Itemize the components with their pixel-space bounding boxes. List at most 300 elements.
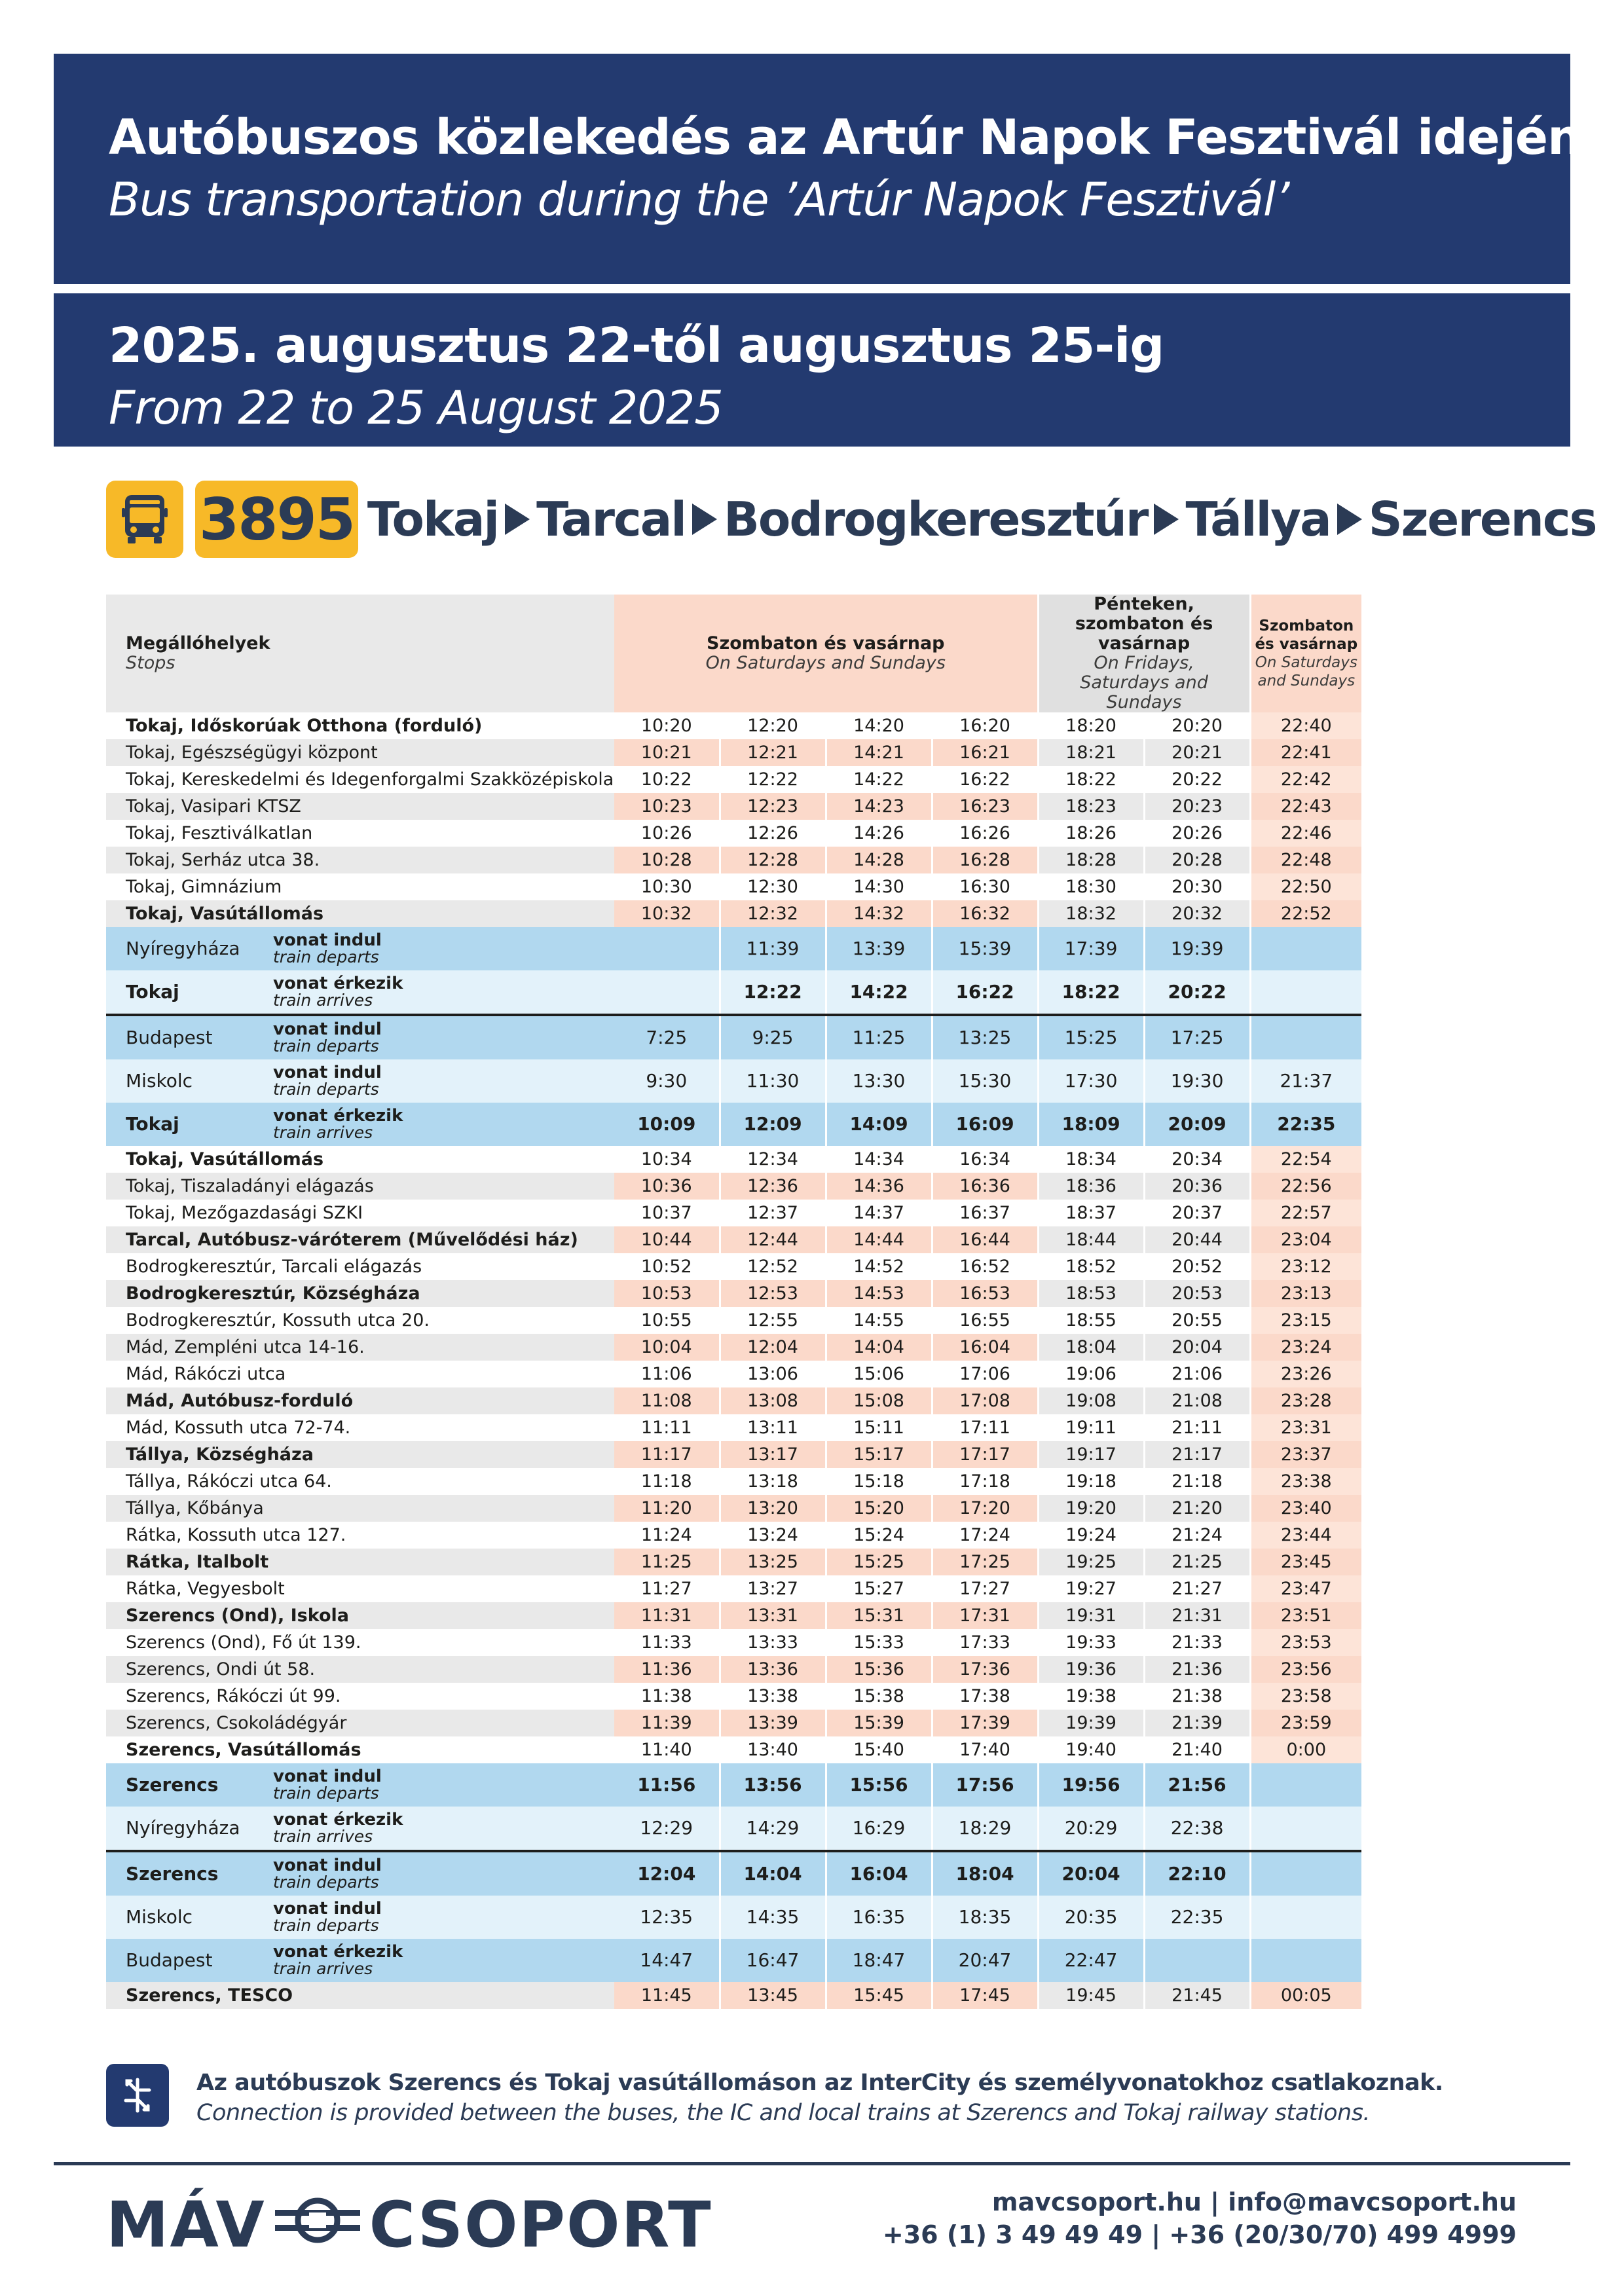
date-hungarian: 2025. augusztus 22-től augusztus 25-ig bbox=[109, 318, 1164, 374]
train-city: Miskolc bbox=[106, 1059, 273, 1103]
train-time: 15:39 bbox=[932, 927, 1038, 970]
departure-time: 13:36 bbox=[720, 1656, 826, 1683]
departure-time: 11:33 bbox=[640, 1632, 692, 1653]
departure-time: 12:04 bbox=[720, 1334, 826, 1361]
departure-time: 20:23 bbox=[1144, 793, 1250, 820]
departure-time: 21:39 bbox=[1144, 1710, 1250, 1736]
departure-time: 16:04 bbox=[932, 1334, 1038, 1361]
departure-time: 10:37 bbox=[640, 1202, 692, 1223]
departure-time: 20:52 bbox=[1144, 1253, 1250, 1280]
stop-name: Tokaj, Tiszaladányi elágazás bbox=[106, 1173, 614, 1200]
stop-row bbox=[106, 873, 1361, 900]
departure-time: 15:08 bbox=[826, 1387, 932, 1414]
train-time: 15:25 bbox=[1038, 1015, 1144, 1059]
train-label: vonat indul train departs bbox=[273, 1015, 614, 1059]
departure-time: 15:40 bbox=[826, 1736, 932, 1763]
stop-name: Mád, Zempléni utca 14-16. bbox=[106, 1334, 614, 1361]
train-time: 21:37 bbox=[1250, 1059, 1361, 1103]
departure-time: 20:21 bbox=[1144, 739, 1250, 766]
train-city: Budapest bbox=[106, 1015, 273, 1059]
arrow-right-icon bbox=[1154, 504, 1179, 535]
train-time bbox=[1250, 1939, 1361, 1982]
stop-row bbox=[106, 1307, 1361, 1334]
footer-divider bbox=[54, 2162, 1570, 2165]
stop-row bbox=[106, 1522, 1361, 1549]
departure-time: 21:31 bbox=[1144, 1602, 1250, 1629]
stop-row bbox=[106, 793, 1361, 820]
stop-name: Szerencs, Ondi út 58. bbox=[106, 1656, 614, 1683]
train-time bbox=[1250, 927, 1361, 970]
departure-time: 13:20 bbox=[720, 1495, 826, 1522]
departure-time: 23:13 bbox=[1250, 1280, 1361, 1307]
departure-time: 14:23 bbox=[826, 793, 932, 820]
departure-time: 17:08 bbox=[932, 1387, 1038, 1414]
train-time: 14:09 bbox=[826, 1103, 932, 1146]
departure-time: 10:53 bbox=[614, 1280, 720, 1307]
train-time: 22:38 bbox=[1144, 1807, 1250, 1851]
train-time: 16:35 bbox=[826, 1896, 932, 1939]
departure-time: 11:36 bbox=[614, 1656, 720, 1683]
note-hungarian: Az autóbuszok Szerencs és Tokaj vasútállomáson az InterCity és személyvonatokhoz csatlakoznak. bbox=[196, 2070, 1443, 2096]
stop-name: Rátka, Vegyesbolt bbox=[126, 1578, 285, 1599]
departure-time: 19:17 bbox=[1038, 1441, 1144, 1468]
stop-name: Tokaj, Serház utca 38. bbox=[106, 847, 614, 873]
departure-time: 18:30 bbox=[1038, 873, 1144, 900]
train-connection-row bbox=[106, 1896, 1361, 1939]
departure-time: 00:05 bbox=[1250, 1982, 1361, 2009]
departure-time: 16:44 bbox=[932, 1226, 1038, 1253]
departure-time: 20:20 bbox=[1144, 712, 1250, 739]
train-time bbox=[1250, 1015, 1361, 1059]
route-stop-bodrogkeresztur: Bodrogkeresztúr bbox=[723, 492, 1148, 547]
route-stops bbox=[367, 492, 1596, 547]
train-label: vonat indul train departs bbox=[273, 1763, 614, 1807]
departure-time: 19:33 bbox=[1038, 1629, 1144, 1656]
train-label: vonat indul train departs bbox=[273, 1896, 614, 1939]
departure-time: 17:20 bbox=[932, 1495, 1038, 1522]
departure-time: 13:45 bbox=[720, 1982, 826, 2009]
train-time: 11:56 bbox=[614, 1763, 720, 1807]
departure-time: 17:38 bbox=[932, 1683, 1038, 1710]
stop-name: Tokaj, Egészségügyi központ bbox=[106, 739, 614, 766]
logo-text-csoport: CSOPORT bbox=[369, 2188, 712, 2262]
departure-time: 22:52 bbox=[1250, 900, 1361, 927]
train-time: 7:25 bbox=[614, 1015, 720, 1059]
departure-time: 23:04 bbox=[1250, 1226, 1361, 1253]
departure-time: 16:53 bbox=[932, 1280, 1038, 1307]
departure-time: 15:06 bbox=[826, 1361, 932, 1387]
train-time: 13:56 bbox=[720, 1763, 826, 1807]
departure-time: 10:04 bbox=[614, 1334, 720, 1361]
train-time: 17:56 bbox=[932, 1763, 1038, 1807]
departure-time: 17:06 bbox=[932, 1361, 1038, 1387]
departure-time: 12:23 bbox=[720, 793, 826, 820]
stop-row bbox=[106, 1414, 1361, 1441]
train-time: 22:47 bbox=[1038, 1939, 1144, 1982]
departure-time: 18:22 bbox=[1038, 766, 1144, 793]
departure-time: 16:55 bbox=[932, 1307, 1038, 1334]
train-time: 17:39 bbox=[1038, 927, 1144, 970]
train-time: 14:35 bbox=[720, 1896, 826, 1939]
departure-time: 16:37 bbox=[932, 1200, 1038, 1226]
departure-time: 23:53 bbox=[1250, 1629, 1361, 1656]
departure-time: 21:25 bbox=[1144, 1549, 1250, 1575]
departure-time: 12:32 bbox=[720, 900, 826, 927]
departure-time: 20:28 bbox=[1144, 847, 1250, 873]
stop-row bbox=[106, 712, 1361, 739]
departure-time: 23:40 bbox=[1250, 1495, 1361, 1522]
departure-time: 10:36 bbox=[614, 1173, 720, 1200]
stop-name: Szerencs, TESCO bbox=[106, 1982, 614, 2009]
train-time: 13:25 bbox=[932, 1015, 1038, 1059]
date-banner bbox=[54, 293, 1570, 447]
train-time bbox=[1250, 970, 1361, 1015]
departure-time: 16:22 bbox=[932, 766, 1038, 793]
stop-row bbox=[106, 1146, 1361, 1173]
train-time: 16:09 bbox=[932, 1103, 1038, 1146]
stop-name: Tállya, Rákóczi utca 64. bbox=[126, 1471, 332, 1492]
train-time: 18:22 bbox=[1038, 970, 1144, 1015]
stop-name: Tarcal, Autóbusz-váróterem (Művelődési ház) bbox=[106, 1226, 614, 1253]
stop-row bbox=[106, 820, 1361, 847]
departure-time: 16:36 bbox=[932, 1173, 1038, 1200]
departure-time: 15:45 bbox=[826, 1982, 932, 2009]
departure-time: 15:36 bbox=[826, 1656, 932, 1683]
departure-time: 17:18 bbox=[932, 1468, 1038, 1495]
departure-time: 12:53 bbox=[720, 1280, 826, 1307]
departure-time: 19:11 bbox=[1038, 1414, 1144, 1441]
departure-time: 21:24 bbox=[1144, 1522, 1250, 1549]
departure-time: 19:36 bbox=[1038, 1656, 1144, 1683]
train-time: 19:30 bbox=[1144, 1059, 1250, 1103]
stop-name: Szerencs, Csokoládégyár bbox=[106, 1710, 614, 1736]
departure-time: 23:24 bbox=[1250, 1334, 1361, 1361]
title-hungarian: Autóbuszos közlekedés az Artúr Napok Fesztivál idején bbox=[109, 109, 1581, 166]
train-time: 18:29 bbox=[932, 1807, 1038, 1851]
date-english: From 22 to 25 August 2025 bbox=[109, 381, 723, 435]
departure-time: 14:44 bbox=[826, 1226, 932, 1253]
departure-time: 12:28 bbox=[720, 847, 826, 873]
stop-name: Rátka, Italbolt bbox=[106, 1549, 614, 1575]
departure-time: 23:37 bbox=[1250, 1441, 1361, 1468]
departure-time: 11:27 bbox=[640, 1578, 692, 1599]
departure-time: 19:24 bbox=[1038, 1522, 1144, 1549]
departure-time: 10:55 bbox=[640, 1310, 692, 1331]
contact-phone: +36 (1) 3 49 49 49 | +36 (20/30/70) 499 4999 bbox=[882, 2220, 1517, 2249]
departure-time: 14:34 bbox=[826, 1146, 932, 1173]
departure-time: 16:34 bbox=[932, 1146, 1038, 1173]
train-label: vonat érkezik train arrives bbox=[273, 1939, 614, 1982]
train-time: 20:09 bbox=[1144, 1103, 1250, 1146]
departure-time: 11:31 bbox=[614, 1602, 720, 1629]
departure-time: 15:27 bbox=[826, 1575, 932, 1602]
stop-name: Szerencs, Rákóczi út 99. bbox=[126, 1685, 341, 1706]
train-time: 14:29 bbox=[720, 1807, 826, 1851]
departure-time: 18:26 bbox=[1038, 820, 1144, 847]
departure-time: 22:50 bbox=[1250, 873, 1361, 900]
departure-time: 17:39 bbox=[932, 1710, 1038, 1736]
route-stop-tokaj: Tokaj bbox=[367, 492, 499, 547]
departure-time: 23:28 bbox=[1250, 1387, 1361, 1414]
stop-row bbox=[106, 1226, 1361, 1253]
departure-time: 22:46 bbox=[1250, 820, 1361, 847]
departure-time: 10:22 bbox=[640, 769, 692, 790]
departure-time: 21:38 bbox=[1144, 1683, 1250, 1710]
departure-time: 11:45 bbox=[614, 1982, 720, 2009]
departure-time: 13:40 bbox=[720, 1736, 826, 1763]
train-label: vonat indul train departs bbox=[273, 927, 614, 970]
stop-name: Szerencs, Vasútállomás bbox=[126, 1739, 361, 1760]
train-label: vonat indul train departs bbox=[273, 1059, 614, 1103]
departure-time: 15:17 bbox=[826, 1441, 932, 1468]
departure-time: 14:37 bbox=[826, 1200, 932, 1226]
departure-time: 18:21 bbox=[1038, 739, 1144, 766]
note-english: Connection is provided between the buses, the IC and local trains at Szerencs and Tokaj railway stations. bbox=[196, 2100, 1371, 2126]
stop-row bbox=[106, 1200, 1361, 1226]
departure-time: 20:37 bbox=[1144, 1200, 1250, 1226]
train-time: 17:30 bbox=[1038, 1059, 1144, 1103]
departure-time: 16:23 bbox=[932, 793, 1038, 820]
train-connection-row bbox=[106, 1807, 1361, 1851]
departure-time: 13:08 bbox=[720, 1387, 826, 1414]
departure-time: 20:32 bbox=[1144, 900, 1250, 927]
departure-time: 21:36 bbox=[1144, 1656, 1250, 1683]
departure-time: 20:36 bbox=[1144, 1173, 1250, 1200]
departure-time: 15:24 bbox=[826, 1522, 932, 1549]
departure-time: 17:40 bbox=[932, 1736, 1038, 1763]
departure-time: 13:38 bbox=[720, 1683, 826, 1710]
departure-time: 10:26 bbox=[640, 822, 692, 843]
departure-time: 12:55 bbox=[720, 1307, 826, 1334]
departure-time: 19:38 bbox=[1038, 1683, 1144, 1710]
train-time: 13:39 bbox=[826, 927, 932, 970]
train-time: 12:22 bbox=[720, 970, 826, 1015]
departure-time: 13:25 bbox=[720, 1549, 826, 1575]
departure-time: 11:40 bbox=[640, 1739, 692, 1760]
stop-name: Tokaj, Mezőgazdasági SZKI bbox=[126, 1202, 363, 1223]
contact-info bbox=[883, 2186, 1517, 2251]
title-banner bbox=[54, 54, 1581, 284]
departure-time: 22:57 bbox=[1250, 1200, 1361, 1226]
train-connection-row bbox=[106, 1939, 1361, 1982]
departure-time: 18:55 bbox=[1038, 1307, 1144, 1334]
train-time: 18:09 bbox=[1038, 1103, 1144, 1146]
train-time: 20:04 bbox=[1038, 1851, 1144, 1896]
train-city: Tokaj bbox=[106, 970, 273, 1015]
departure-time: 19:08 bbox=[1038, 1387, 1144, 1414]
train-time: 12:29 bbox=[614, 1807, 720, 1851]
departure-time: 23:12 bbox=[1250, 1253, 1361, 1280]
route-header bbox=[106, 481, 1596, 558]
departure-time: 14:36 bbox=[826, 1173, 932, 1200]
departure-time: 10:34 bbox=[640, 1148, 692, 1169]
departure-time: 12:30 bbox=[720, 873, 826, 900]
stop-name: Mád, Rákóczi utca bbox=[126, 1363, 286, 1384]
departure-time: 17:27 bbox=[932, 1575, 1038, 1602]
departure-time: 17:24 bbox=[932, 1522, 1038, 1549]
header-saturday-sunday: Szombaton és vasárnap On Saturdays and Sundays bbox=[614, 595, 1038, 712]
departure-time: 10:44 bbox=[614, 1226, 720, 1253]
train-time: 13:30 bbox=[826, 1059, 932, 1103]
mav-logo-icon bbox=[275, 2188, 360, 2262]
departure-time: 16:21 bbox=[932, 739, 1038, 766]
departure-time: 21:11 bbox=[1144, 1414, 1250, 1441]
departure-time: 10:52 bbox=[640, 1256, 692, 1277]
train-connection-row bbox=[106, 1015, 1361, 1059]
departure-time: 14:20 bbox=[826, 712, 932, 739]
departure-time: 21:08 bbox=[1144, 1387, 1250, 1414]
departure-time: 22:43 bbox=[1250, 793, 1361, 820]
departure-time: 23:44 bbox=[1250, 1522, 1361, 1549]
departure-time: 19:06 bbox=[1038, 1361, 1144, 1387]
stop-row bbox=[106, 1629, 1361, 1656]
train-time: 18:04 bbox=[932, 1851, 1038, 1896]
departure-time: 23:15 bbox=[1250, 1307, 1361, 1334]
departure-time: 13:11 bbox=[720, 1414, 826, 1441]
stop-name: Szerencs (Ond), Fő út 139. bbox=[126, 1632, 361, 1653]
train-time: 15:56 bbox=[826, 1763, 932, 1807]
stop-row bbox=[106, 1253, 1361, 1280]
train-time: 22:35 bbox=[1250, 1103, 1361, 1146]
departure-time: 17:33 bbox=[932, 1629, 1038, 1656]
departure-time: 11:11 bbox=[640, 1417, 692, 1438]
train-time: 9:25 bbox=[720, 1015, 826, 1059]
departure-time: 18:20 bbox=[1038, 712, 1144, 739]
departure-time: 22:40 bbox=[1250, 712, 1361, 739]
departure-time: 11:24 bbox=[640, 1524, 692, 1545]
train-connection-row bbox=[106, 1059, 1361, 1103]
train-label: vonat indul train departs bbox=[273, 1851, 614, 1896]
stop-name: Tokaj, Kereskedelmi és Idegenforgalmi Szakközépiskola bbox=[126, 769, 614, 790]
logo-text-mav: MÁV bbox=[106, 2188, 266, 2262]
departure-time: 23:26 bbox=[1250, 1361, 1361, 1387]
stop-name: Bodrogkeresztúr, Kossuth utca 20. bbox=[126, 1310, 430, 1331]
stop-row bbox=[106, 1710, 1361, 1736]
train-time bbox=[614, 927, 720, 970]
departure-time: 21:17 bbox=[1144, 1441, 1250, 1468]
departure-time: 15:33 bbox=[826, 1629, 932, 1656]
departure-time: 22:42 bbox=[1250, 766, 1361, 793]
stop-name: Tokaj, Fesztiválkatlan bbox=[126, 822, 313, 843]
train-time: 12:35 bbox=[614, 1896, 720, 1939]
departure-time: 23:45 bbox=[1250, 1549, 1361, 1575]
train-time: 14:47 bbox=[614, 1939, 720, 1982]
train-time: 16:47 bbox=[720, 1939, 826, 1982]
train-time: 10:09 bbox=[614, 1103, 720, 1146]
train-city: Nyíregyháza bbox=[106, 1807, 273, 1851]
stop-row bbox=[106, 1334, 1361, 1361]
connection-note bbox=[106, 2064, 1443, 2128]
departure-time: 11:38 bbox=[640, 1685, 692, 1706]
stop-row bbox=[106, 1656, 1361, 1683]
stop-row bbox=[106, 1549, 1361, 1575]
title-english: Bus transportation during the ’Artúr Napok Fesztivál’ bbox=[109, 173, 1289, 227]
departure-time: 23:38 bbox=[1250, 1468, 1361, 1495]
departure-time: 14:22 bbox=[826, 766, 932, 793]
departure-time: 18:36 bbox=[1038, 1173, 1144, 1200]
departure-time: 19:20 bbox=[1038, 1495, 1144, 1522]
contact-web-email: mavcsoport.hu | info@mavcsoport.hu bbox=[991, 2188, 1517, 2216]
departure-time: 14:32 bbox=[826, 900, 932, 927]
train-time: 16:04 bbox=[826, 1851, 932, 1896]
departure-time: 18:34 bbox=[1038, 1146, 1144, 1173]
departure-time: 22:41 bbox=[1250, 739, 1361, 766]
stop-name: Bodrogkeresztúr, Községháza bbox=[106, 1280, 614, 1307]
train-time: 21:56 bbox=[1144, 1763, 1250, 1807]
departure-time: 17:36 bbox=[932, 1656, 1038, 1683]
departure-time: 14:53 bbox=[826, 1280, 932, 1307]
stop-name: Rátka, Kossuth utca 127. bbox=[126, 1524, 346, 1545]
train-connection-row bbox=[106, 1763, 1361, 1807]
departure-time: 13:39 bbox=[720, 1710, 826, 1736]
stop-name: Tállya, Kőbánya bbox=[106, 1495, 614, 1522]
departure-time: 21:06 bbox=[1144, 1361, 1250, 1387]
departure-time: 13:27 bbox=[720, 1575, 826, 1602]
departure-time: 18:23 bbox=[1038, 793, 1144, 820]
train-time: 17:25 bbox=[1144, 1015, 1250, 1059]
timetable bbox=[106, 595, 1361, 2009]
train-time bbox=[1250, 1851, 1361, 1896]
departure-time: 10:28 bbox=[614, 847, 720, 873]
departure-time: 17:25 bbox=[932, 1549, 1038, 1575]
departure-time: 13:18 bbox=[720, 1468, 826, 1495]
departure-time: 18:37 bbox=[1038, 1200, 1144, 1226]
train-time: 18:35 bbox=[932, 1896, 1038, 1939]
departure-time: 14:28 bbox=[826, 847, 932, 873]
stop-row bbox=[106, 1468, 1361, 1495]
departure-time: 12:22 bbox=[720, 766, 826, 793]
departure-time: 12:26 bbox=[720, 820, 826, 847]
header-saturday-sunday-late: Szombaton és vasárnap On Saturdays and Sundays bbox=[1250, 595, 1361, 712]
departure-time: 16:32 bbox=[932, 900, 1038, 927]
departure-time: 13:06 bbox=[720, 1361, 826, 1387]
departure-time: 12:36 bbox=[720, 1173, 826, 1200]
departure-time: 10:23 bbox=[614, 793, 720, 820]
departure-time: 21:45 bbox=[1144, 1982, 1250, 2009]
departure-time: 20:53 bbox=[1144, 1280, 1250, 1307]
train-connection-icon bbox=[106, 2064, 169, 2127]
stop-row bbox=[106, 1602, 1361, 1629]
train-time: 11:30 bbox=[720, 1059, 826, 1103]
train-time bbox=[1144, 1939, 1250, 1982]
stop-row bbox=[106, 1173, 1361, 1200]
stop-name: Mád, Autóbusz-forduló bbox=[106, 1387, 614, 1414]
train-city: Budapest bbox=[106, 1939, 273, 1982]
departure-time: 22:54 bbox=[1250, 1146, 1361, 1173]
departure-time: 21:40 bbox=[1144, 1736, 1250, 1763]
stop-name: Tokaj, Gimnázium bbox=[126, 876, 282, 897]
departure-time: 18:04 bbox=[1038, 1334, 1144, 1361]
departure-time: 12:34 bbox=[720, 1146, 826, 1173]
departure-time: 19:39 bbox=[1038, 1710, 1144, 1736]
departure-time: 13:33 bbox=[720, 1629, 826, 1656]
departure-time: 14:26 bbox=[826, 820, 932, 847]
departure-time: 15:31 bbox=[826, 1602, 932, 1629]
departure-time: 11:17 bbox=[614, 1441, 720, 1468]
departure-time: 13:31 bbox=[720, 1602, 826, 1629]
departure-time: 22:48 bbox=[1250, 847, 1361, 873]
train-time: 14:22 bbox=[826, 970, 932, 1015]
train-time: 18:47 bbox=[826, 1939, 932, 1982]
departure-time: 12:21 bbox=[720, 739, 826, 766]
mav-csoport-logo bbox=[106, 2188, 712, 2262]
departure-time: 16:52 bbox=[932, 1253, 1038, 1280]
stop-row bbox=[106, 766, 1361, 793]
departure-time: 21:27 bbox=[1144, 1575, 1250, 1602]
train-time: 16:29 bbox=[826, 1807, 932, 1851]
departure-time: 17:17 bbox=[932, 1441, 1038, 1468]
stop-row bbox=[106, 1683, 1361, 1710]
